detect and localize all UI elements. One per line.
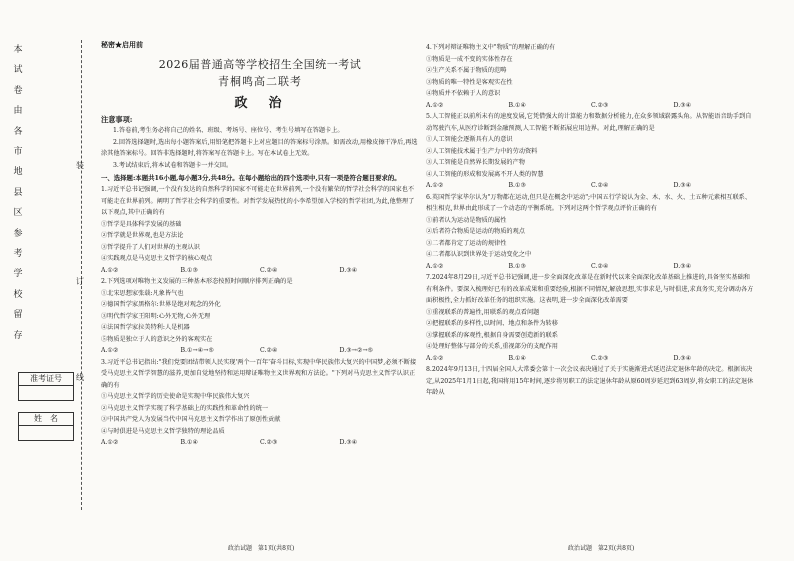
statement-option: ③明代哲学家王阳明:心外无物,心外无理	[101, 312, 211, 320]
seal-char: 由	[13, 106, 23, 117]
seal-char: 卷	[13, 85, 23, 96]
statement-option: ①前者认为运动是物质的属性	[426, 216, 507, 224]
answer-choice[interactable]: C.②③	[260, 439, 278, 446]
exam-id-label: 准考证号	[19, 373, 73, 386]
statement-option: ③哲学提升了人们对世界的主观认识	[101, 243, 200, 251]
statement-option: ③掌握联系的客观性,根据自身需要创造新的联系	[426, 331, 558, 339]
statement-option: ③人工智能是自然界长期发展的产物	[426, 159, 525, 166]
answer-choices	[101, 345, 419, 357]
answer-choice[interactable]: D.③→②→⑤	[339, 347, 374, 354]
name-field[interactable]	[19, 426, 73, 440]
statement-option: ①人工智能会逐渐具有人的意识	[426, 136, 513, 143]
answer-choice[interactable]: A.①②	[426, 262, 444, 270]
answer-choices	[426, 261, 756, 273]
answer-choice[interactable]: A.①②	[426, 354, 444, 362]
statement-option: ⑤物质是独立于人的意识之外的客观实在	[101, 335, 213, 343]
exam-id-field[interactable]	[19, 386, 73, 400]
seal-char: 学	[13, 269, 23, 280]
statement-option: ②人工智能技术属于生产力中的劳动资料	[426, 147, 538, 155]
question-stem: 1.习近平总书记强调,一个没有发达的自然科学的国家不可能走在世界前列,一个没有繁荣的哲学社会科学的国家也不可能走在世界前列。阐明了哲学社会科学的重要性。对哲学发展热忱的小李希望加入学校的哲学社团,为此,他整理了以下观点,其中正确的有	[101, 186, 415, 216]
answer-choice[interactable]: A.①②	[101, 266, 119, 274]
notice-list	[101, 125, 419, 171]
question-block	[101, 357, 419, 449]
statement-option: ①哲学是具体科学发展的基础	[101, 220, 182, 228]
answer-choices	[101, 437, 419, 449]
statement-option: ②马克思主义哲学实现了科学基础上的实践性和革命性的统一	[101, 404, 269, 412]
statement-option: ①重视联系的普遍性,用联系的观点看问题	[426, 308, 540, 316]
seal-char: 区	[13, 208, 23, 219]
binding-char: 装	[76, 161, 84, 170]
seal-char: 本	[13, 45, 23, 55]
part-heading: 一、选择题:本题共16小题,每小题3分,共48分。在每小题给出的四个选项中,只有一项是符合题目要求的。	[101, 174, 401, 182]
answer-choice[interactable]: B.①→④→⑤	[180, 347, 215, 354]
answer-choice[interactable]: C.②④	[591, 182, 609, 189]
seal-char: 各	[13, 126, 23, 137]
answer-choice[interactable]: C.②④	[591, 262, 609, 270]
answer-choice[interactable]: B.①③	[180, 266, 199, 274]
answer-choice[interactable]: B.①④	[180, 439, 199, 446]
answer-choice[interactable]: A.①②	[426, 182, 444, 189]
answer-choice[interactable]: C.②③	[591, 354, 609, 362]
seal-char: 校	[13, 289, 23, 300]
answer-choices	[101, 265, 419, 277]
statement-option: ②德国哲学家黑格尔:世界是绝对观念的外化	[101, 301, 221, 308]
answer-choices	[426, 353, 756, 365]
seal-char: 县	[13, 187, 23, 198]
answer-choice[interactable]: C.②④	[260, 266, 278, 274]
statement-option: ②哲学就是世界观,也是方法论	[101, 232, 184, 239]
answer-choice[interactable]: B.①④	[508, 101, 527, 109]
statement-option: ③物质的唯一特性是客观实在性	[426, 78, 513, 86]
question-stem: 8.2024年9月13日,十四届全国人大常委会第十一次会议表决通过了关于实施渐进式延迟法定退休年龄的决定。根据该决定,从2025年1月1日起,我国将用15年时间,逐步将男职工的法定退休年龄从原60周岁延迟到63周岁,将女职工的法定退休年龄从	[426, 366, 754, 396]
binding-char: 订	[76, 277, 84, 286]
binding-line	[81, 40, 82, 510]
answer-choice[interactable]: A.①②	[101, 347, 119, 354]
question-stem: 4.下列对辩证唯物主义中"物质"的理解正确的有	[426, 44, 556, 51]
statement-option: ④处理好整体与部分的关系,重视部分的支配作用	[426, 343, 558, 350]
question-stem: 6.英国哲学家毕尔认为"万物都在运动,但只是在概念中运动";中国五行学说认为金、木、水、火、土五种元素相互联系、相生相克,世界由此形成了一个动态的平衡系统。下列对这两个哲学观点评价正确的有	[426, 193, 752, 212]
statement-option: ②生产关系不属于物质的范畴	[426, 67, 507, 74]
seal-notice-column	[10, 40, 26, 346]
notice-item: 1.答卷前,考生务必将自己的姓名、班级、考场号、座位号、考生号填写在答题卡上。	[113, 127, 344, 134]
statement-option: ③二者都肯定了运动的规律性	[426, 239, 507, 247]
seal-char: 考	[13, 249, 23, 260]
exam-title: 2026届普通高等学校招生全国统一考试	[158, 58, 362, 71]
name-box[interactable]	[18, 412, 74, 441]
page-2	[426, 42, 756, 399]
exam-subtitle: 青桐鸣高二联考	[218, 75, 302, 88]
binding-margin	[10, 40, 88, 510]
notice-title: 注意事项:	[101, 115, 133, 124]
secret-mark: 秘密★启用前	[101, 40, 143, 49]
answer-choice[interactable]: B.①③	[508, 262, 527, 270]
subject-title: 政 治	[234, 96, 286, 111]
answer-choice[interactable]: A.①②	[426, 101, 444, 109]
question-block	[101, 276, 419, 357]
answer-choices	[426, 100, 756, 112]
answer-choice[interactable]: C.②④	[260, 347, 278, 354]
statement-option: ③中国共产党人为发展当代中国马克思主义哲学作出了原创性贡献	[101, 416, 281, 423]
answer-choice[interactable]: D.③④	[673, 262, 692, 270]
question-block	[101, 184, 419, 276]
question-stem: 3.习近平总书记指出:"我们党要团结带领人民实现'两个一百年'奋斗目标,实现中华民族伟大复兴的中国梦,必须不断接受马克思主义哲学智慧的滋养,更加自觉地坚持和运用辩证唯物主义世界观和方法论。"下列对马克思主义哲学认识正确的有	[101, 358, 417, 389]
question-list	[426, 42, 756, 399]
notice-item: 3.考试结束后,将本试卷和答题卡一并交回。	[113, 161, 233, 169]
seal-char: 存	[13, 330, 23, 341]
answer-choices	[426, 180, 756, 192]
question-list	[101, 184, 419, 449]
seal-char: 参	[13, 228, 23, 239]
seal-char: 试	[13, 65, 23, 76]
page-footer: 政治试题 第1页(共8页)	[228, 545, 295, 552]
question-block	[426, 42, 756, 111]
name-label: 姓 名	[19, 413, 73, 426]
statement-option: ④物质并不依赖于人的意识	[426, 90, 501, 97]
statement-option: ④实践观点是马克思主义哲学的核心观点	[101, 255, 213, 262]
answer-choice[interactable]: B.①④	[508, 354, 527, 362]
answer-choice[interactable]: B.①③	[508, 182, 527, 189]
statement-option: ①北宋思想家张载:凡象皆气也	[101, 289, 184, 297]
answer-choice[interactable]: D.③④	[339, 439, 358, 446]
question-block	[426, 111, 756, 192]
statement-option: ①物质是一成不变的实体性存在	[426, 55, 513, 63]
statement-option: ④法国哲学家拉美特利:人是机器	[101, 324, 190, 331]
question-block	[426, 192, 756, 273]
statement-option: ②后者符合物质是运动的物质的观点	[426, 228, 525, 235]
statement-option: ④人工智能的形成和发展离不开人类的智慧	[426, 170, 544, 178]
seal-char: 市	[13, 147, 23, 158]
answer-choice[interactable]: C.②③	[591, 101, 609, 109]
answer-choice[interactable]: D.③④	[339, 266, 358, 274]
binding-char: 线	[76, 373, 84, 382]
answer-choice[interactable]: A.①②	[101, 439, 119, 446]
answer-choice[interactable]: D.③④	[673, 101, 692, 109]
question-stem: 5.人工智能正以前所未有的速度发展,它凭借强大的计算能力和数据分析能力,在众多领域崭露头角。从智能语音助手到自动驾驶汽车,从医疗诊断到金融预测,人工智能不断拓展应用边界。对此,理解正确的是	[426, 113, 752, 132]
answer-choice[interactable]: D.③④	[673, 182, 692, 189]
statement-option: ④与时俱进是马克思主义哲学独特的理论品质	[101, 427, 225, 435]
seal-char: 留	[13, 310, 23, 321]
question-stem: 2.下列选项对唯物主义发展的三种基本形态按照时间顺序排列正确的是	[101, 278, 293, 285]
question-block	[426, 364, 756, 399]
exam-id-box[interactable]	[18, 372, 74, 401]
notice-item: 2.回答选择题时,选出每小题答案后,用铅笔把答题卡上对应题目的答案标号涂黑。如需改动,用橡皮擦干净后,再选涂其他答案标号。回答非选择题时,将答案写在答题卡上。写在本试卷上无效。	[101, 138, 418, 157]
page-footer: 政治试题 第2页(共8页)	[568, 545, 635, 552]
page-1	[101, 42, 419, 449]
seal-char: 地	[13, 167, 23, 178]
question-stem: 7.2024年8月29日,习近平总书记强调,进一步全面深化改革是在新时代以来全面深化改革基础上推进的,具备坚实基础和有利条件。要深入梳理好已有的改革成果和重要经验,根据不同情况,解放思想,实事求是,与时俱进,求真务实,充分调动各方面积极性,全力抓好改革任务的组织实施。这表明,进一步全面深化改革需要	[426, 274, 754, 304]
answer-choice[interactable]: D.③④	[673, 354, 692, 362]
statement-option: ④二者都认识到世界处于运动变化之中	[426, 251, 532, 258]
statement-option: ②把握联系的多样性,以时间、地点和条件为转移	[426, 320, 558, 327]
question-block	[426, 272, 756, 364]
statement-option: ①马克思主义哲学的历史使命是实现中华民族伟大复兴	[101, 393, 250, 400]
